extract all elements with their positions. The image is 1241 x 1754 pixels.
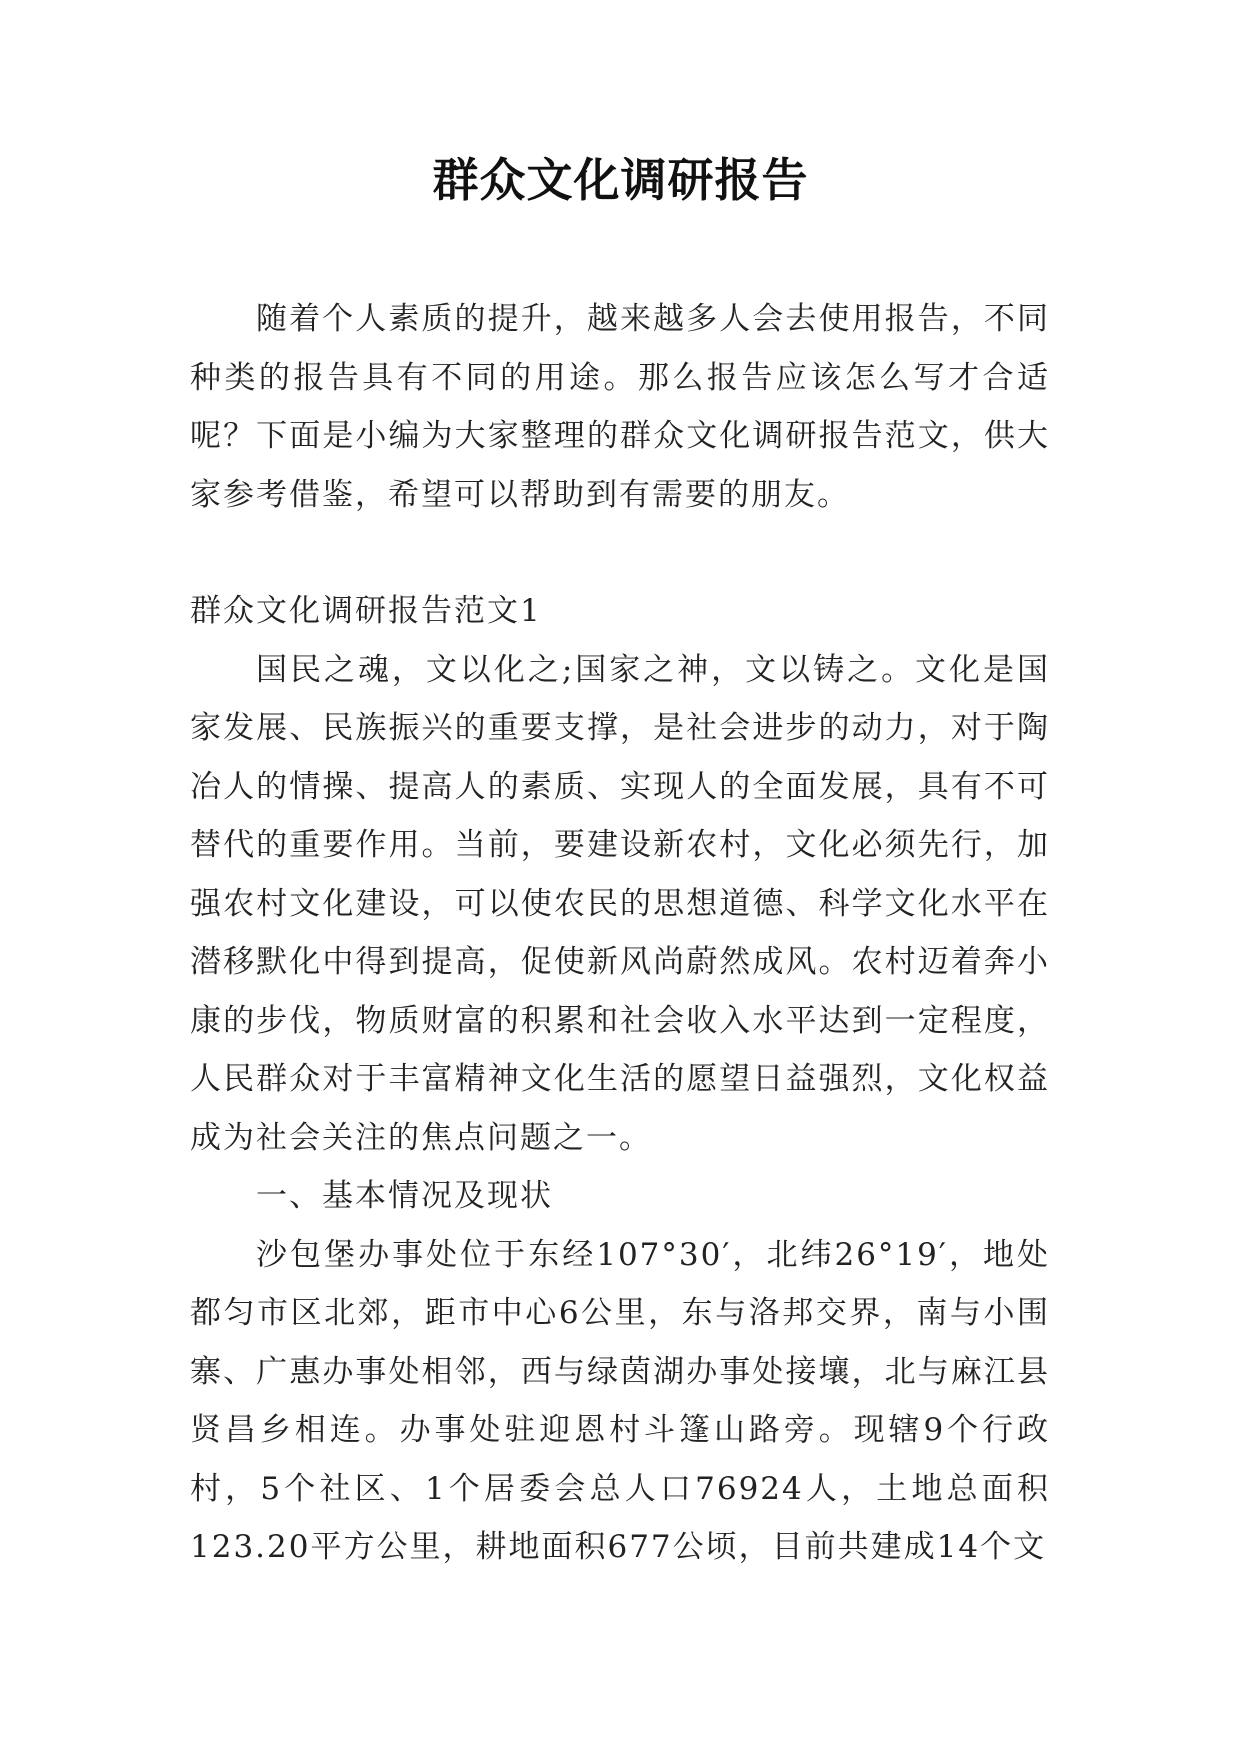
body-paragraph-1: 国民之魂，文以化之;国家之神，文以铸之。文化是国家发展、民族振兴的重要支撑，是社会进步的动力，对于陶冶人的情操、提高人的素质、实现人的全面发展，具有不可替代的重要作用。当前，要建设新农村，文化必须先行，加强农村文化建设，可以使农民的思想道德、科学文化水平在潜移默化中得到提高，促使新风尚蔚然成风。农村迈着奔小康的步伐，物质财富的积累和社会收入水平达到一定程度，人民群众对于丰富精神文化生活的愿望日益强烈，文化权益成为社会关注的焦点问题之一。 [190,651,1050,1156]
sample-heading: 群众文化调研报告范文1 [190,593,542,629]
document-body [190,290,1050,1577]
body-paragraph-2: 沙包堡办事处位于东经107°30′，北纬26°19′，地处都匀市区北郊，距市中心6公里，东与洛邦交界，南与小围寨、广惠办事处相邻，西与绿茵湖办事处接壤，北与麻江县贤昌乡相连。办事处驻迎恩村斗篷山路旁。现辖9个行政村，5个社区、1个居委会总人口76924人，土地总面积123.20平方公里，耕地面积677公顷，目前共建成14个文 [190,1236,1050,1565]
document-title: 群众文化调研报告 [432,153,809,207]
intro-paragraph: 随着个人素质的提升，越来越多人会去使用报告，不同种类的报告具有不同的用途。那么报告应该怎么写才合适呢？下面是小编为大家整理的群众文化调研报告范文，供大家参考借鉴，希望可以帮助到有需要的朋友。 [190,301,1050,513]
section-heading-1: 一、基本情况及现状 [256,1178,553,1214]
